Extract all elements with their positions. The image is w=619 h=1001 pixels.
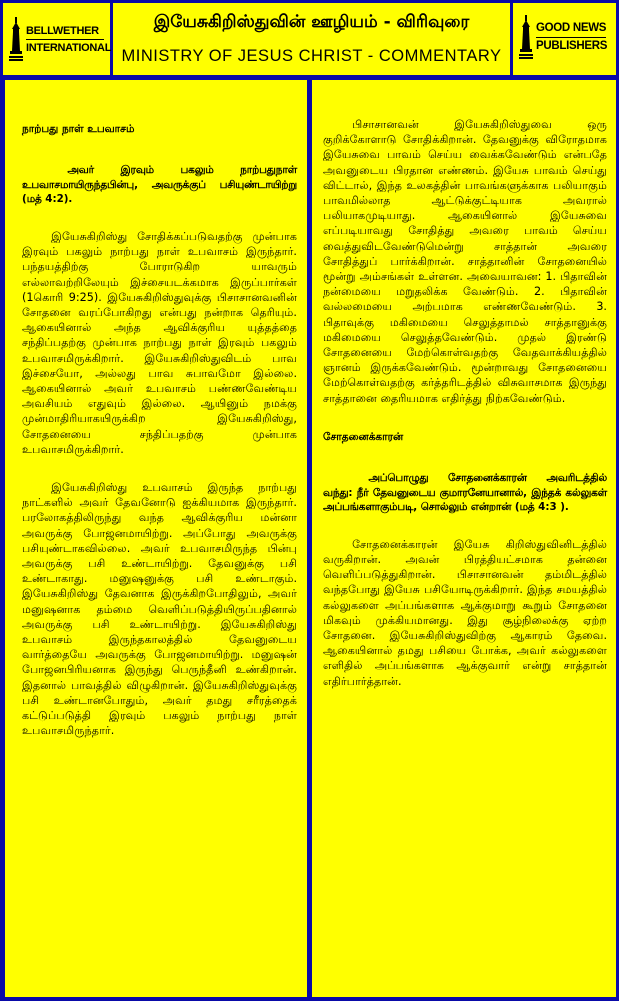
right-column bbox=[312, 80, 616, 997]
page-title-english: MINISTRY OF JESUS CHRIST - COMMENTARY bbox=[121, 47, 502, 65]
page-title-tamil: இயேசுகிறிஸ்துவின் ஊழியம் - விரிவுரை bbox=[153, 12, 470, 32]
paragraph: சோதனைக்காரன் இயேசு கிறிஸ்துவினிடத்தில் வருகிறான். அவன் பிரத்தியட்சமாக தன்னை வெளிப்படுத்துகிறான். பிசாசானவன் தம்மிடத்தில் வந்தபோது இயேசு பசியோடிருக்கிறார். இந்த சமயத்தில் கல்லுகளை அப்பங்களாக ஆக்குமாறு கூறும் சோதனை மிகவும் முக்கியமானது. இது சூழ்நிலைக்கு ஏற்ற சோதனை. இயேசுகிறிஸ்துவிற்கு ஆகாரம் தேவை. ஆகையினால் தமது பசியை போக்க, அவர் கல்லுகளை எளிதில் அப்பங்களாக ஆக்குவார் என்று சாத்தான் எதிர்பார்த்தான். bbox=[323, 537, 607, 688]
left-logo-panel bbox=[3, 3, 110, 75]
bellwether-logo bbox=[9, 17, 111, 61]
paragraph: பிசாசானவன் இயேசுகிறிஸ்துவை ஒரு குறிக்கோளாடு சோதிக்கிறான். தேவனுக்கு விரோதமாக இயேசுவை பாவம் செய்ய வைக்கவேண்டும் என்பதே அவனுடைய பிரதான எண்ணம். இயேசு பாவம் செய்து விட்டால், இந்த உலகத்தின் பாவங்களுக்காக பலியாகும் பாவமில்லாத ஆட்டுக்குட்டியாக அவரால் பலியாகமுடியாது. ஆகையினால் இயேசுவை எப்படியாவது சோதித்து அவரை பாவம் செய்ய வைத்துவிடவேண்டுமென்று சாத்தான் அவரை சோதித்துப் பார்க்கிறான். சாத்தானின் சோதனையில் மூன்று அம்சங்கள் உள்ளன. அவையாவன: 1. பிதாவின் நன்மையை மறுதலிக்க வேண்டும். 2. பிதாவின் வல்லமையை அற்பமாக எண்ணவேண்டும். 3. பிதாவுக்கு மகிமையை செலுத்தாமல் சாத்தானுக்கு மகிமையை செலுத்தவேண்டும். முதல் இரண்டு சோதனையை மேற்கொள்வதற்கு வேதவாக்கியத்தில் ஞானம் இருக்கவேண்டும். மூன்றாவது சோதனையை மேற்கொள்வதற்கு கர்த்தரிடத்தில் விசுவாசமாக இருந்து சாத்தானை தைரியமாக எதிர்த்து நிற்கவேண்டும். bbox=[323, 118, 607, 405]
paragraph: இயேசுகிறிஸ்து உபவாசம் இருந்த நாற்பது நாட்களில் அவர் தேவனோடு ஐக்கியமாக இருந்தார். பரலோகத்திலிருந்து வந்த ஆவிக்குரிய மன்னா அவருக்கு போஜனமாயிற்று. அப்போது அவருக்கு பசியுண்டாகவில்லை. அவர் உபவாசமிருந்த பின்பு அவருக்கு பசி உண்டாயிற்று. தேவனுக்கு பசி உண்டாகாது. மனுஷனுக்கு பசி உண்டாகும். இயேசுகிறிஸ்து தேவனாக இருக்கிறபோதிலும், அவர் மனுஷனாக தம்மை வெளிப்படுத்தியிருப்பதினால் அவருக்கு பசி உண்டாயிற்று. இயேசுகிறிஸ்து உபவாசம் இருந்தகாலத்தில் தேவனுடைய வார்த்தையே அவருக்கு போஜனமாயிற்று. மனுஷன் போஜனபிரியனாக இருந்து பெருந்தீனி உண்கிறான். இதனால் பாவத்தில் விழுகிறான். இயேசுகிறிஸ்துவுக்கு பசி உண்டானபோதும், அவர் தமது சரீரத்தைக் கட்டுப்படுத்தி இரவும் பகலும் நாற்பது நாள் உபவாசமிருந்தார். bbox=[22, 481, 297, 738]
paragraph: இயேசுகிறிஸ்து சோதிக்கப்படுவதற்கு முன்பாக இரவும் பகலும் நாற்பது நாள் உபவாசம் இருந்தார். பந்தயத்திற்கு போராடுகிற யாவரும் எல்லாவற்றிலேயும் இச்சையடக்கமாக இருப்பார்கள் (1கொரி 9:25). இயேசுகிறிஸ்துவுக்கு பிசாசானவனின் சோதனை வரப்போகிறது என்பது நன்றாக தெரியும். ஆகையினால் அந்த ஆவிக்குரிய யுத்தத்தை சந்திப்பதற்கு முன்பாக நாற்பது நாள் இரவும் பகலும் உபவாசமிருக்கிறார். இயேசுகிறிஸ்துவிடம் பாவ இச்சையோ, அல்லது பாவ சுபாவமோ இல்லை. ஆகையினால் அவர் உபவாசம் பண்ணவேண்டிய அவசியம் எதுவும் இல்லை. ஆயினும் நமக்கு முன்மாதிரியாகயிருக்கிற இயேசுகிறிஸ்து, சோதனையை சந்திப்பதற்கு முன்பாக உபவாசமிருக்கிறார். bbox=[22, 229, 297, 456]
scripture-verse: அவர் இரவும் பகலும் நாற்பதுநாள் உபவாசமாயிருந்தபின்பு, அவருக்குப் பசியுண்டாயிற்று (மத் 4:2). bbox=[22, 164, 297, 206]
good-news-logo bbox=[519, 15, 607, 59]
logo-line-2: PUBLISHERS bbox=[536, 39, 608, 52]
tower-icon bbox=[519, 15, 533, 59]
logo-line-1: BELLWETHER bbox=[26, 24, 99, 37]
left-column bbox=[5, 80, 307, 997]
title-panel bbox=[113, 3, 510, 75]
logo-line-2: INTERNATIONAL bbox=[26, 41, 112, 54]
tower-icon bbox=[9, 17, 23, 61]
logo-line-1: GOOD NEWS bbox=[536, 21, 607, 34]
section-title: நாற்பது நாள் உபவாசம் bbox=[22, 123, 135, 135]
section-title: சோதனைக்காரன் bbox=[323, 430, 404, 443]
scripture-verse: அப்பொழுது சோதனைக்காரன் அவரிடத்தில் வந்து: நீர் தேவனுடைய குமாரனேயானால், இந்தக் கல்லுகள் அப்பங்களாகும்படி, சொல்லும் என்றான் (மத் 4:3 ). bbox=[323, 472, 607, 514]
right-logo-panel bbox=[513, 3, 616, 75]
